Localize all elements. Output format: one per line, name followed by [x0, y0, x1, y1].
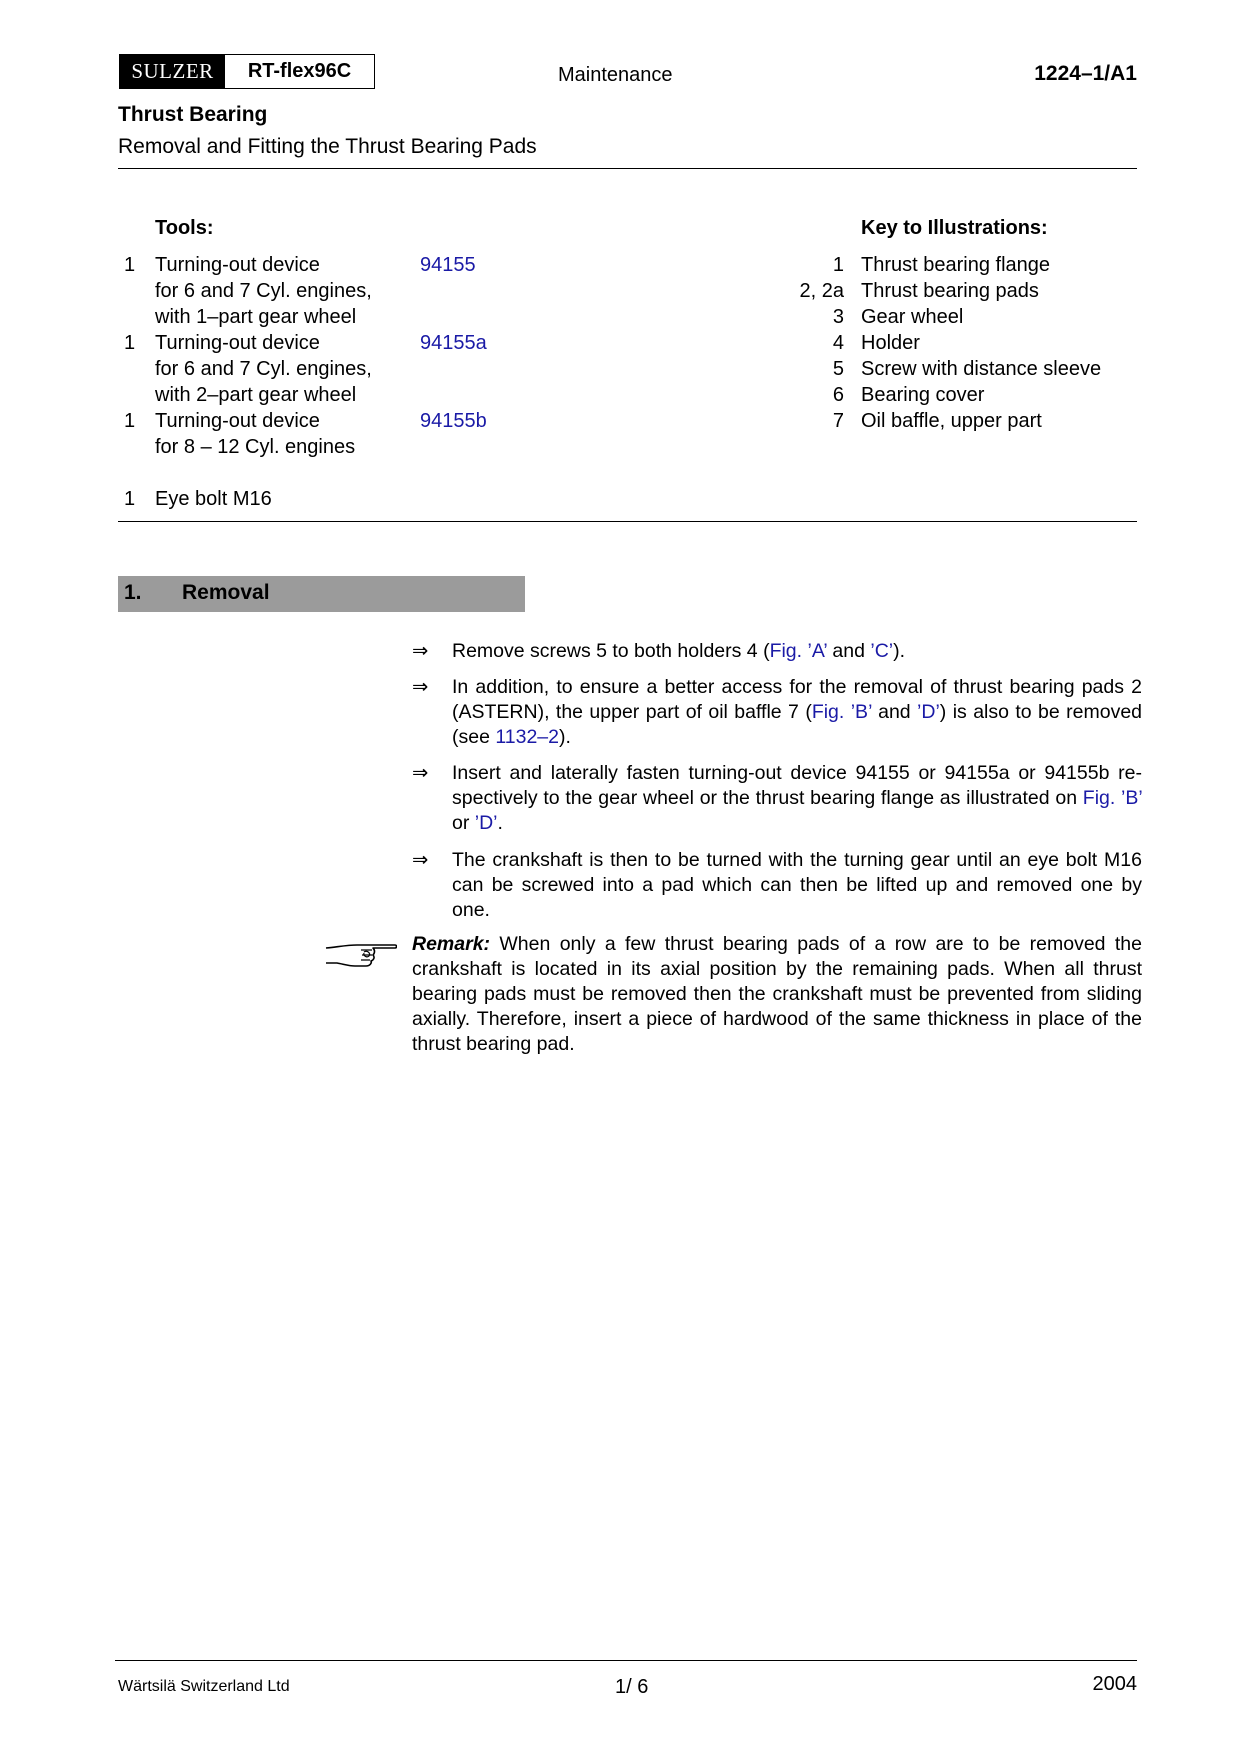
tools-heading: Tools: [155, 217, 214, 239]
remark-text: When only a few thrust bearing pads of a row are to be removed the crankshaft is located in its axial position by the remaining pads. When all thrust bearing pads must be removed then the crankshaft must be prevented from sliding axially. Therefore, insert a piece of hardwood of the same thickness in place of the thrust bearing pad. [412, 933, 1142, 1055]
figure-link[interactable]: ’D’ [474, 812, 498, 834]
tool-qty: 1 [124, 332, 136, 354]
arrow-icon: ⇒ [412, 676, 429, 698]
key-label: Thrust bearing flange [861, 254, 1051, 276]
figure-link[interactable]: Fig. ’A’ [769, 640, 827, 662]
figure-link[interactable]: Fig. ’B’ [1082, 787, 1142, 809]
header-section-label: Maintenance [558, 64, 673, 86]
tool-number-link[interactable]: 94155a [420, 332, 487, 354]
tool-line: for 8 – 12 Cyl. engines [155, 436, 356, 458]
tool-number-link[interactable]: 94155b [420, 410, 487, 432]
step-text: ). [558, 726, 571, 748]
step-text: ). [893, 640, 906, 662]
tool-qty: 1 [124, 254, 136, 276]
key-number: 5 [832, 358, 844, 380]
tool-line: with 2–part gear wheel [155, 384, 357, 406]
key-label: Oil baffle, upper part [861, 410, 1042, 432]
step-text: or [452, 812, 475, 834]
tool-qty: 1 [124, 410, 136, 432]
key-label: Thrust bearing pads [861, 280, 1039, 302]
key-number: 2, 2a [799, 280, 844, 302]
tool-item [0, 486, 700, 512]
remark-paragraph [412, 932, 1142, 1057]
page-number: 1/ 6 [615, 1676, 649, 1698]
document-number: 1224–1/A1 [1034, 62, 1137, 85]
tool-line: with 1–part gear wheel [155, 306, 357, 328]
step-text: and [871, 701, 918, 723]
step-text: Insert and laterally fasten turning-out device 94155 or 94155a or 94155b re-spectively to the gear wheel or the thrust bearing flange as illustrated on [452, 762, 1142, 809]
engine-model: RT-flex96C [247, 60, 352, 82]
key-list [0, 252, 1240, 434]
page-subtitle: Removal and Fitting the Thrust Bearing Pads [118, 135, 537, 158]
figure-link[interactable]: ’D’ [917, 701, 940, 723]
step-text: The crankshaft is then to be turned with the turning gear until an eye bolt M16 can be screwed into a pad which can then be lifted up and removed one by one. [452, 849, 1142, 921]
key-number: 7 [832, 410, 844, 432]
figure-link[interactable]: ’C’ [870, 640, 894, 662]
tool-line: for 6 and 7 Cyl. engines, [155, 358, 372, 380]
tool-number-link[interactable]: 94155 [420, 254, 476, 276]
section-header [118, 576, 525, 612]
key-label: Screw with distance sleeve [861, 358, 1102, 380]
brand-name: SULZER [120, 55, 225, 88]
step-text: . [497, 812, 503, 834]
step-4 [412, 848, 1142, 923]
footer-year: 2004 [1092, 1673, 1137, 1695]
key-number: 4 [832, 332, 844, 354]
arrow-icon: ⇒ [412, 762, 429, 784]
step-text: In addition, to ensure a better access for the removal of thrust bearing pads 2 (ASTERN), the upper part of oil baffle 7 ( [452, 676, 1142, 723]
footer-company: Wärtsilä Switzerland Ltd [118, 1678, 290, 1695]
remark-label: Remark: [412, 933, 491, 955]
arrow-icon: ⇒ [412, 640, 429, 662]
key-label: Bearing cover [861, 384, 985, 406]
tool-qty: 1 [124, 488, 136, 510]
section-number: 1. [124, 581, 142, 604]
step-text: Remove screws 5 to both holders 4 ( [452, 640, 770, 662]
tool-line: Turning-out device [155, 410, 320, 432]
figure-link[interactable]: Fig. ’B’ [811, 701, 872, 723]
key-label: Gear wheel [861, 306, 964, 328]
key-number: 3 [832, 306, 844, 328]
key-label: Holder [861, 332, 920, 354]
tools-divider [118, 521, 1137, 522]
arrow-icon: ⇒ [412, 849, 429, 871]
step-3 [412, 761, 1142, 836]
section-title: Removal [182, 581, 270, 604]
document-reference-link[interactable]: 1132–2 [495, 726, 559, 748]
step-text: and [827, 640, 871, 662]
step-2 [412, 675, 1142, 750]
footer-divider [115, 1660, 1137, 1661]
step-1 [412, 639, 1142, 664]
brand-logo [119, 54, 375, 89]
key-number: 6 [832, 384, 844, 406]
pointing-hand-icon [325, 937, 397, 969]
step-text: ) is also to be removed (see [452, 701, 1143, 748]
tool-line: Turning-out device [155, 332, 320, 354]
tool-line: Turning-out device [155, 254, 320, 276]
header-divider [118, 168, 1137, 169]
key-heading: Key to Illustrations: [861, 217, 1048, 239]
tool-line: for 6 and 7 Cyl. engines, [155, 280, 372, 302]
page-title: Thrust Bearing [118, 103, 268, 126]
key-number: 1 [832, 254, 844, 276]
tool-line: Eye bolt M16 [155, 488, 272, 510]
